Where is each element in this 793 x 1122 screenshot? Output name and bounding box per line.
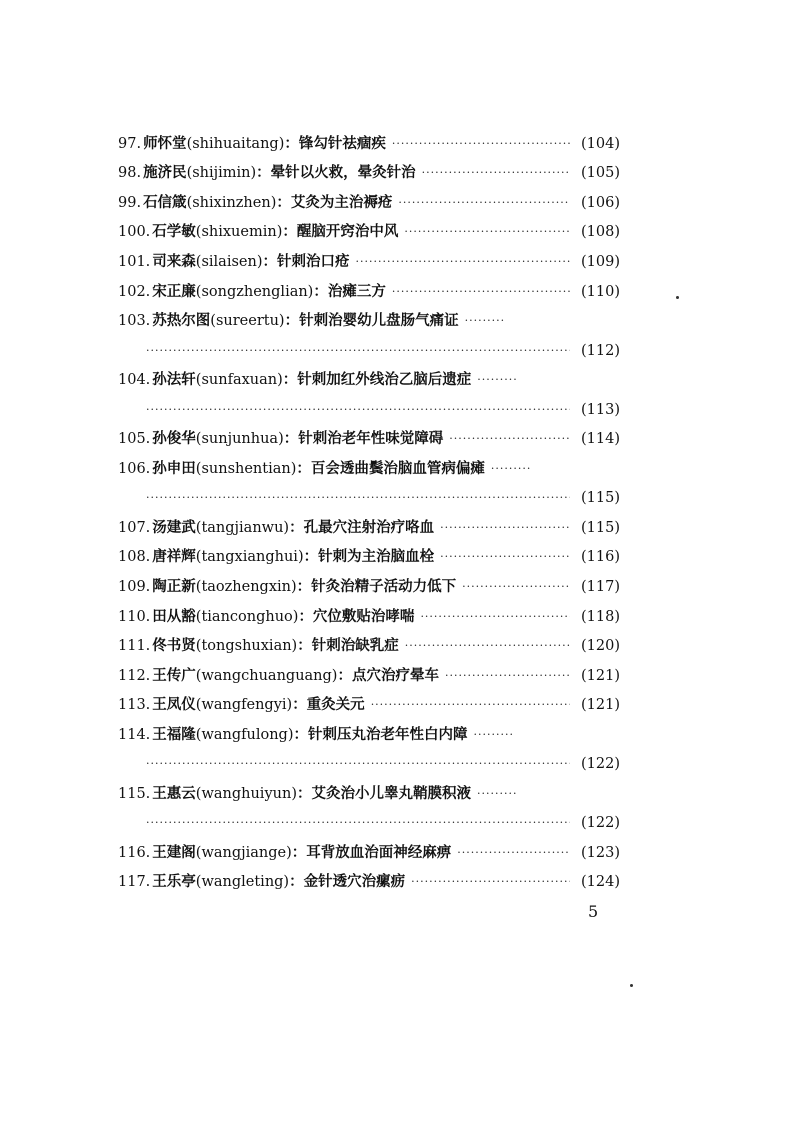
entry-name: 苏热尔图 xyxy=(152,312,211,330)
entry-page: (109) xyxy=(581,253,620,270)
toc-entry xyxy=(118,838,620,868)
dot-leader xyxy=(440,516,570,540)
toc-entry xyxy=(118,779,620,809)
dot-leader xyxy=(146,752,570,776)
entry-pinyin: (wangfengyi) xyxy=(195,697,293,714)
dot-leader xyxy=(477,368,517,392)
entry-title: ：百会透曲鬓治脑血管病偏瘫 xyxy=(296,459,485,477)
entry-name: 孙法轩 xyxy=(152,371,196,389)
entry-number: 99. xyxy=(118,194,142,211)
entry-page: (115) xyxy=(581,490,620,507)
entry-number: 108. xyxy=(118,549,151,566)
entry-number: 107. xyxy=(118,519,151,536)
dot-leader xyxy=(146,486,570,510)
entry-title: ：耳背放血治面神经麻痹 xyxy=(291,843,452,861)
entry-name: 石信箴 xyxy=(143,193,187,211)
dot-leader xyxy=(355,250,570,274)
entry-title: ：点穴治疗晕车 xyxy=(337,666,439,684)
entry-number: 114. xyxy=(118,726,151,743)
entry-page: (122) xyxy=(581,815,620,832)
page-number: 5 xyxy=(588,902,599,921)
toc-entry-continuation xyxy=(118,484,620,514)
entry-number: 117. xyxy=(118,874,151,891)
entry-title: ：针刺为主治脑血栓 xyxy=(303,548,435,566)
entry-page: (104) xyxy=(581,135,620,152)
toc-entry xyxy=(118,631,620,661)
scan-speck xyxy=(630,984,633,987)
dot-leader xyxy=(146,398,570,422)
entry-page: (121) xyxy=(581,667,620,684)
entry-pinyin: (wanghuiyun) xyxy=(195,785,297,802)
entry-pinyin: (wangjiange) xyxy=(195,844,292,861)
toc-entry xyxy=(118,188,620,218)
toc-entry xyxy=(118,690,620,720)
dot-leader xyxy=(465,309,505,333)
entry-title: ：治瘫三方 xyxy=(313,282,386,300)
entry-pinyin: (shihuaitang) xyxy=(186,135,285,152)
entry-pinyin: (wangfulong) xyxy=(195,726,294,743)
entry-number: 97. xyxy=(118,135,142,152)
entry-pinyin: (sunshentian) xyxy=(195,460,297,477)
entry-pinyin: (shijimin) xyxy=(186,165,257,182)
entry-pinyin: (sunfaxuan) xyxy=(195,372,283,389)
entry-number: 100. xyxy=(118,224,151,241)
entry-pinyin: (sunjunhua) xyxy=(195,431,284,448)
scan-speck xyxy=(676,296,679,299)
dot-leader xyxy=(422,161,570,185)
entry-name: 王传广 xyxy=(152,666,196,684)
dot-leader xyxy=(445,664,570,688)
entry-name: 王惠云 xyxy=(152,784,196,802)
dot-leader xyxy=(491,457,531,481)
entry-pinyin: (shixuemin) xyxy=(195,224,283,241)
entry-page: (120) xyxy=(581,638,620,655)
toc-entry xyxy=(118,159,620,189)
toc-entry xyxy=(118,218,620,248)
dot-leader xyxy=(449,427,570,451)
toc-entry-continuation xyxy=(118,395,620,425)
entry-pinyin: (songzhenglian) xyxy=(195,283,314,300)
entry-name: 佟书贤 xyxy=(152,637,196,655)
dot-leader xyxy=(405,634,570,658)
entry-page: (110) xyxy=(581,283,620,300)
dot-leader xyxy=(420,605,570,629)
entry-name: 施济民 xyxy=(143,164,187,182)
entry-name: 孙申田 xyxy=(152,459,196,477)
entry-title: ：针刺治婴幼儿盘肠气痛证 xyxy=(284,312,459,330)
entry-title: ：艾灸为主治褥疮 xyxy=(276,193,393,211)
entry-pinyin: (silaisen) xyxy=(195,253,263,270)
entry-name: 宋正廉 xyxy=(152,282,196,300)
dot-leader xyxy=(404,220,570,244)
entry-number: 110. xyxy=(118,608,151,625)
entry-title: ：针刺治口疮 xyxy=(262,252,350,270)
entry-title: ：针灸治精子活动力低下 xyxy=(296,577,457,595)
entry-title: ：金针透穴治瘰疬 xyxy=(289,873,406,891)
entry-number: 109. xyxy=(118,578,151,595)
dot-leader xyxy=(411,870,570,894)
entry-number: 111. xyxy=(118,638,151,655)
entry-pinyin: (tangxianghui) xyxy=(195,549,304,566)
entry-pinyin: (taozhengxin) xyxy=(195,578,297,595)
entry-number: 104. xyxy=(118,372,151,389)
toc-entry xyxy=(118,543,620,573)
dot-leader xyxy=(371,693,570,717)
entry-pinyin: (wangleting) xyxy=(195,874,290,891)
entry-name: 王建阁 xyxy=(152,843,196,861)
toc-entry xyxy=(118,602,620,632)
entry-name: 王福隆 xyxy=(152,725,196,743)
dot-leader xyxy=(392,132,570,156)
entry-page: (122) xyxy=(581,756,620,773)
toc-entry xyxy=(118,868,620,898)
entry-number: 102. xyxy=(118,283,151,300)
entry-title: ：针刺压丸治老年性白内障 xyxy=(293,725,468,743)
entry-title: ：穴位敷贴治哮喘 xyxy=(298,607,415,625)
entry-pinyin: (tangjianwu) xyxy=(195,519,290,536)
entry-title: ：针刺治缺乳症 xyxy=(297,637,399,655)
dot-leader xyxy=(146,811,570,835)
toc-entry-continuation xyxy=(118,749,620,779)
entry-pinyin: (tongshuxian) xyxy=(195,638,298,655)
entry-page: (118) xyxy=(581,608,620,625)
toc-entry xyxy=(118,513,620,543)
entry-page: (105) xyxy=(581,165,620,182)
entry-name: 王凤仪 xyxy=(152,696,196,714)
toc-entry xyxy=(118,277,620,307)
dot-leader xyxy=(477,782,517,806)
table-of-contents xyxy=(118,129,620,897)
entry-pinyin: (wangchuanguang) xyxy=(195,667,338,684)
toc-entry xyxy=(118,572,620,602)
toc-entry xyxy=(118,247,620,277)
entry-page: (106) xyxy=(581,194,620,211)
toc-entry xyxy=(118,129,620,159)
entry-name: 王乐亭 xyxy=(152,873,196,891)
entry-title: ：艾灸治小儿睾丸鞘膜积液 xyxy=(296,784,471,802)
entry-number: 106. xyxy=(118,460,151,477)
toc-entry xyxy=(118,661,620,691)
entry-number: 103. xyxy=(118,313,151,330)
dot-leader xyxy=(473,723,513,747)
dot-leader xyxy=(146,339,570,363)
entry-page: (108) xyxy=(581,224,620,241)
entry-name: 石学敏 xyxy=(152,223,196,241)
entry-title: ：醒脑开窍治中风 xyxy=(282,223,399,241)
entry-name: 田从豁 xyxy=(152,607,196,625)
entry-page: (115) xyxy=(581,519,620,536)
entry-name: 陶正新 xyxy=(152,577,196,595)
entry-number: 115. xyxy=(118,785,151,802)
entry-name: 汤建武 xyxy=(152,518,196,536)
dot-leader xyxy=(392,280,570,304)
toc-entry xyxy=(118,720,620,750)
entry-number: 112. xyxy=(118,667,151,684)
toc-entry xyxy=(118,424,620,454)
toc-entry xyxy=(118,454,620,484)
toc-entry xyxy=(118,306,620,336)
entry-name: 孙俊华 xyxy=(152,430,196,448)
entry-page: (112) xyxy=(581,342,620,359)
entry-page: (121) xyxy=(581,697,620,714)
entry-page: (114) xyxy=(581,431,620,448)
entry-number: 105. xyxy=(118,431,151,448)
toc-entry xyxy=(118,365,620,395)
dot-leader xyxy=(398,191,570,215)
entry-page: (116) xyxy=(581,549,620,566)
entry-number: 101. xyxy=(118,253,151,270)
entry-pinyin: (shixinzhen) xyxy=(186,194,277,211)
entry-title: ：针刺治老年性味觉障碍 xyxy=(283,430,444,448)
entry-name: 师怀堂 xyxy=(143,134,187,152)
entry-title: ：晕针以火救，晕灸针治 xyxy=(256,164,416,182)
entry-page: (124) xyxy=(581,874,620,891)
dot-leader xyxy=(440,545,570,569)
entry-title: ：锋勾针祛痼疾 xyxy=(284,134,386,152)
entry-page: (113) xyxy=(581,401,620,418)
dot-leader xyxy=(462,575,570,599)
entry-page: (123) xyxy=(581,844,620,861)
toc-entry-continuation xyxy=(118,336,620,366)
dot-leader xyxy=(457,841,570,865)
entry-name: 唐祥辉 xyxy=(152,548,196,566)
entry-page: (117) xyxy=(581,578,620,595)
entry-pinyin: (tianconghuo) xyxy=(195,608,299,625)
entry-title: ：孔最穴注射治疗咯血 xyxy=(289,518,435,536)
entry-title: ：重灸关元 xyxy=(292,696,365,714)
entry-title: ：针刺加红外线治乙脑后遗症 xyxy=(282,371,472,389)
entry-name: 司来森 xyxy=(152,252,196,270)
entry-number: 98. xyxy=(118,165,142,182)
entry-number: 116. xyxy=(118,844,151,861)
entry-pinyin: (sureertu) xyxy=(210,313,285,330)
toc-entry-continuation xyxy=(118,809,620,839)
entry-number: 113. xyxy=(118,697,151,714)
